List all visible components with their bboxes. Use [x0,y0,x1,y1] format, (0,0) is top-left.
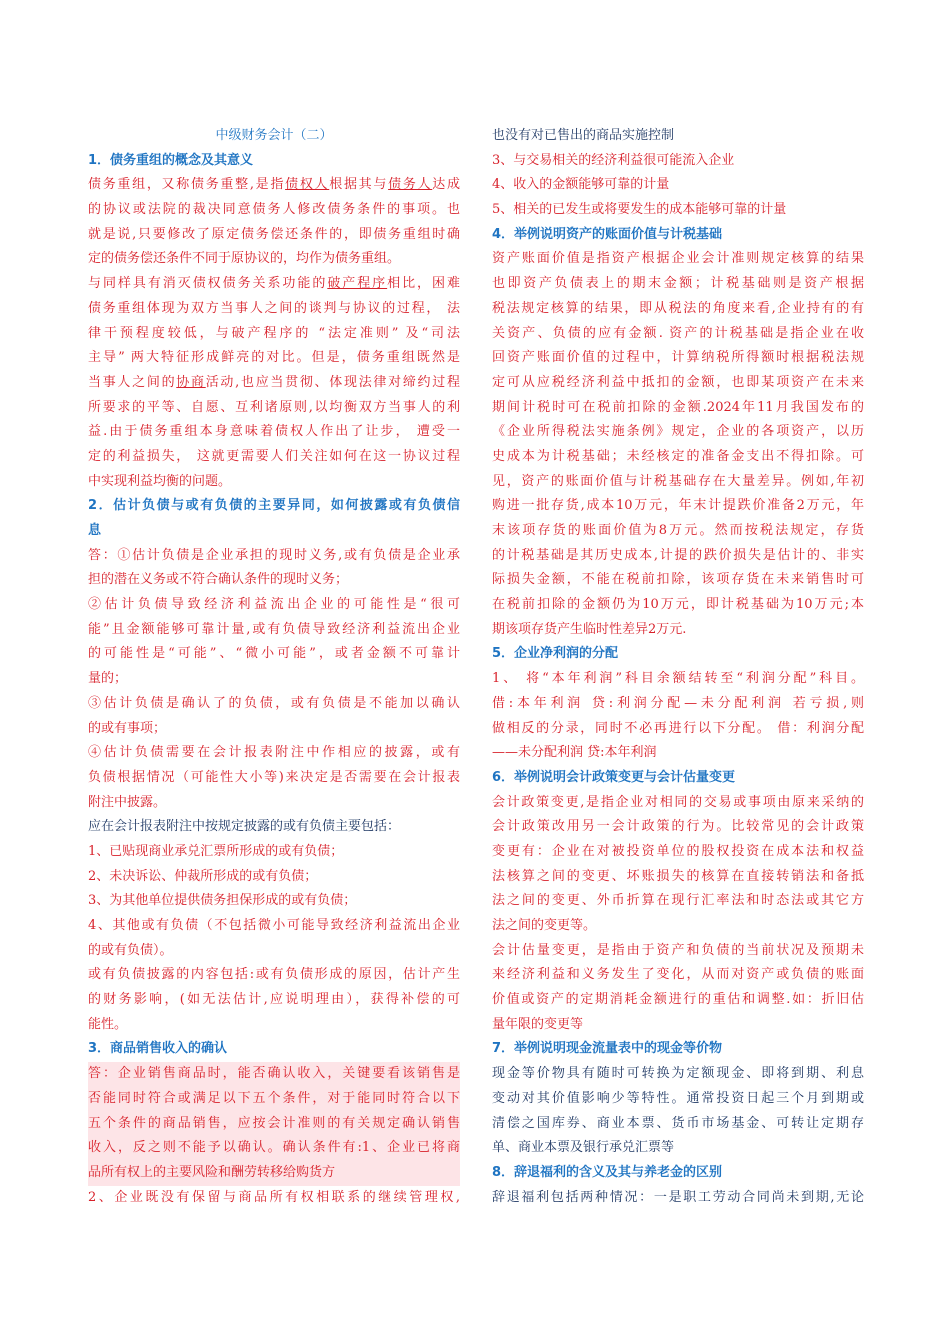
text-line: 所要求的平等、自愿、互利诸原则,以均衡双方当事人的利 [88,399,460,415]
text-line: 来经济利益和义务发生了变化，从而对资产或负债的账面 [492,967,864,983]
text-line [88,371,460,396]
text-line: 《企业所得税法实施条例》规定，企业的各项资产，以历 [492,424,864,440]
text-line [88,173,460,198]
text-line: 也即资产负债表上的期末金额；计税基础则是资产根据 [492,276,864,292]
text-line: 1、已贴现商业承兑汇票所形成的或有负债； [88,843,344,859]
text-line: 担的潜在义务或不符合确认条件的现时义务； [88,572,349,588]
text-line: 收入，反之则不能予以确认。确认条件有:1、企业已将商 [88,1136,460,1161]
text-line: 回资产账面价值的过程中，计算纳税所得额时根据税法规 [492,350,864,366]
section-heading: 7．举例说明现金流量表中的现金等价物 [492,1041,723,1057]
text-line: ④估计负债需要在会计报表附注中作相应的披露，或有 [88,745,460,761]
text-line: 法之间的变更等。 [492,918,597,933]
section-heading: 2．估计负债与或有负债的主要异同，如何披露或有负债信 [88,498,460,514]
text-line: 清偿之国库券、商业本票、货币市场基金、可转让定期存 [492,1115,864,1131]
section-heading: 6．举例说明会计政策变更与会计估量变更 [492,769,736,785]
text-line: 定可从应税经济利益中抵扣的金额，也即某项资产在未来 [492,374,864,390]
text-line: 中实现利益均衡的问题。 [88,473,232,489]
text-line: 借:本年利润 贷:利润分配—未分配利润 若亏损,则 [492,695,864,711]
text-line: 现金等价物具有随时可转换为定额现金、即将到期、利息 [492,1066,864,1082]
text-line: 的协议或法院的裁决同意债务人修改债务条件的事项。也 [88,202,460,218]
text-line: 变动对其价值影响少等特性。通常投资日起三个月到期或 [492,1090,864,1106]
text-line: 债务重组体现为双方当事人之间的谈判与协议的过程， 法 [88,300,460,316]
text-line: 定的利益损失， 这就更需要人们关注如何在这一协议过程 [88,448,460,464]
text-line: 附注中披露。 [88,794,167,810]
text-line: 期间计税时可在税前扣除的金额.2024年11月我国发布的 [492,399,864,415]
text-line: 资产账面价值是指资产根据企业会计准则规定核算的结果 [492,251,864,267]
text-line: 2、未决诉讼、仲裁所形成的或有负债； [88,868,318,884]
text-line: 会计政策改用另一会计政策的行为。比较常见的会计政策 [492,819,864,835]
text-line: ——未分配利润 贷:本年利润 [492,745,657,761]
text-line: 税法规定核算的结果，即从税法的角度来看,企业持有的有 [492,300,864,316]
text-line: 答：①估计负债是企业承担的现时义务,或有负债是企业承 [88,547,460,563]
text-line: 否能同时符合或满足以下五个条件，对于能同时符合以下 [88,1087,460,1112]
text-line: 益.由于债务重组本身意味着债权人作出了让步， 遭受一 [88,424,460,440]
text-line: 末该项存货的账面价值为8万元。然而按税法规定，存货 [492,523,864,538]
text-line: 的可能性是“可能”、“微小可能”，或者金额不可靠计 [88,646,460,662]
text-line: 辞退福利包括两种情况：一是职工劳动合同尚未到期,无论 [492,1189,864,1205]
text-line: 五个条件的商品销售，应按会计准则的有关规定确认销售 [88,1112,460,1137]
text-line: 变更有：企业在对被投资单位的股权投资在成本法和权益 [492,843,864,859]
text-line: 定的债务偿还条件不同于原协议的，均作为债务重组。 [88,251,401,267]
text-line: 也没有对已售出的商品实施控制 [492,128,675,143]
text-line: 品所有权上的主要风险和酬劳转移给购货方 [88,1161,460,1186]
right-column [492,124,864,1210]
text-line: 会计估量变更，是指由于资产和负债的当前状况及预期未 [492,942,864,958]
text-line [88,272,460,297]
text-span: 当事人之间的 [88,374,177,390]
text-line: ②估计负债导致经济利益流出企业的可能性是“很可 [88,597,460,613]
text-line: 能”且金额能够可靠计量,或有负债导致经济利益流出企业 [88,621,460,637]
text-line: 5、相关的已发生或将要发生的成本能够可靠的计量 [492,202,787,218]
text-line: 的或有负债）。 [88,942,173,958]
text-line: 量的； [88,671,128,687]
text-line: 会计政策变更,是指企业对相同的交易或事项由原来采纳的 [492,794,864,810]
text-line: 律干预程度较低，与破产程序的 “法定准则” 及“司法 [88,325,460,341]
text-span: 债务重组，又称债务重整,是指 [88,177,286,193]
text-span: 相比，困难 [387,276,460,292]
text-line: 3、为其他单位提供债务担保形成的或有负债； [88,893,357,909]
text-line: 负债根据情况（可能性大小等)来决定是否需要在会计报表 [88,769,460,785]
text-span: 与同样具有消灭债权债务关系功能的 [88,276,328,292]
text-line: 单、商业本票及银行承兑汇票等 [492,1140,675,1156]
text-line: 价值或资产的定期消耗金额进行的重估和调整.如：折旧估 [492,992,864,1008]
text-line: 期该项存货产生临时性差异2万元. [492,621,687,637]
underlined-term: 债务人 [388,177,433,193]
text-line: 能性。 [88,1016,128,1032]
text-line: 际损失金额，不能在税前扣除，该项存货在未来销售时可 [492,572,864,588]
section-heading: 8．辞退福利的含义及其与养老金的区别 [492,1164,723,1180]
text-line: 答：企业销售商品时，能否确认收入，关键要看该销售是 [88,1062,460,1087]
text-line: ③估计负债是确认了的负债，或有负债是不能加以确认 [88,695,460,711]
text-line: 史成本为计税基础；未经核定的准备金支出不得扣除。可 [492,448,864,464]
left-column [88,124,460,1210]
text-line: 做相反的分录，同时不必再进行以下分配。 借：利润分配 [492,720,864,736]
text-line: 的或有事项； [88,720,167,736]
text-line: 在税前扣除的金额仍为10万元，即计税基础为10万元;本 [492,597,864,613]
section-heading: 4．举例说明资产的账面价值与计税基础 [492,226,723,242]
text-line: 购进一批存货,成本10万元，年末计提跌价准备2万元，年 [492,498,864,514]
text-line: 法之间的变更、外币折算在现行汇率法和时态法或其它方 [492,893,864,909]
text-line: 的计税基础是其历史成本,计提的跌价损失是估计的、非实 [492,547,864,563]
underlined-term: 协商 [176,374,206,390]
text-line: 或有负债披露的内容包括:或有负债形成的原因，估计产生 [88,967,460,983]
text-line: 就是说,只要修改了原定债务偿还条件的，即债务重组时确 [88,226,460,242]
section-heading: 3．商品销售收入的确认 [88,1041,228,1057]
text-line: 的财务影响，(如无法估计,应说明理由），获得补偿的可 [88,992,460,1008]
text-span: 达成 [432,177,460,193]
text-line: 法核算之间的变更、坏账损失的核算在直接转销法和备抵 [492,868,864,884]
section-heading: 1．债务重组的概念及其意义 [88,152,254,168]
text-line: 1、 将“本年利润”科目余额结转至“利润分配”科目。 [492,671,864,687]
text-line: 3、与交易相关的经济利益很可能流入企业 [492,152,735,168]
text-line: 主导” 两大特征形成鲜亮的对比。但是，债务重组既然是 [88,350,460,366]
section-heading: 5．企业净利润的分配 [492,646,619,662]
underlined-term: 破产程序 [327,276,388,292]
section-heading: 息 [88,523,102,538]
text-line: 见，资产的账面价值与计税基础存在大量差异。例如,年初 [492,473,864,489]
underlined-term: 债权人 [285,177,330,193]
text-span: 活动,也应当贯彻、体现法律对缔约过程 [205,374,460,390]
text-line: 关资产、负债的应有金额. 资产的计税基础是指企业在收 [492,325,864,341]
text-span: 根据其与 [329,177,389,193]
text-line: 4、其他或有负债（不包括微小可能导致经济利益流出企业 [88,918,460,933]
text-line: 2、企业既没有保留与商品所有权相联系的继续管理权, [88,1189,460,1205]
text-line: 应在会计报表附注中按规定披露的或有负债主要包括： [88,819,401,835]
page-title-text: 中级财务会计（二） [215,128,333,143]
text-line: 量年限的变更等 [492,1016,584,1032]
text-line: 4、收入的金额能够可靠的计量 [492,177,670,193]
page-title [88,124,460,149]
